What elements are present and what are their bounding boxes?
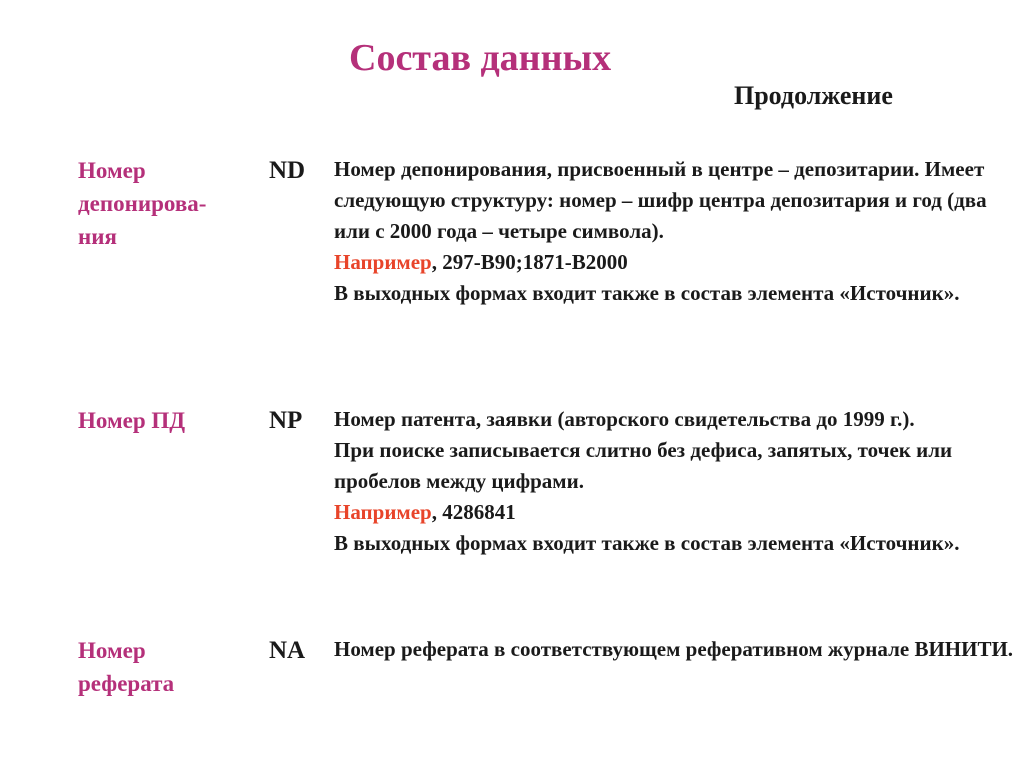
example-value: , 4286841: [431, 500, 516, 524]
field-name-line: Номер ПД: [78, 408, 186, 433]
example-label: Например: [334, 500, 432, 524]
field-description: [334, 154, 1014, 309]
field-name: [78, 404, 258, 437]
field-name-line: депонирова-: [78, 191, 207, 216]
field-code: NA: [269, 637, 306, 664]
field-code: ND: [269, 157, 306, 184]
example-label: Например: [334, 250, 432, 274]
extra-text: При поиске записывается слитно без дефиса, запятых, точек или пробелов между цифрами.: [334, 438, 953, 493]
field-name-line: ния: [78, 224, 117, 249]
example-line: [334, 497, 1014, 528]
description-text: Номер реферата в соответствующем реферативном журнале ВИНИТИ.: [334, 637, 1014, 661]
field-name-line: Номер: [78, 158, 146, 183]
example-line: [334, 247, 1014, 278]
slide-title: Состав данных: [349, 37, 612, 79]
field-description: [334, 634, 1014, 665]
description-text: Номер депонирования, присвоенный в центре – депозитарии. Имеет следующую структуру: номер – шифр центра депозитария и год (два или с 2000 года – четыре символа).: [334, 157, 987, 243]
field-description: [334, 404, 1014, 559]
example-value: , 297-В90;1871-В2000: [431, 250, 628, 274]
field-code: NP: [269, 407, 303, 434]
field-name-line: реферата: [78, 671, 175, 696]
field-name: [78, 154, 258, 253]
field-name-line: Номер: [78, 638, 146, 663]
note-text: В выходных формах входит также в состав элемента «Источник».: [334, 531, 960, 555]
note-text: В выходных формах входит также в состав элемента «Источник».: [334, 281, 960, 305]
description-text: Номер патента, заявки (авторского свидетельства до 1999 г.).: [334, 407, 915, 431]
slide-subtitle: Продолжение: [734, 81, 893, 110]
field-name: [78, 634, 258, 700]
